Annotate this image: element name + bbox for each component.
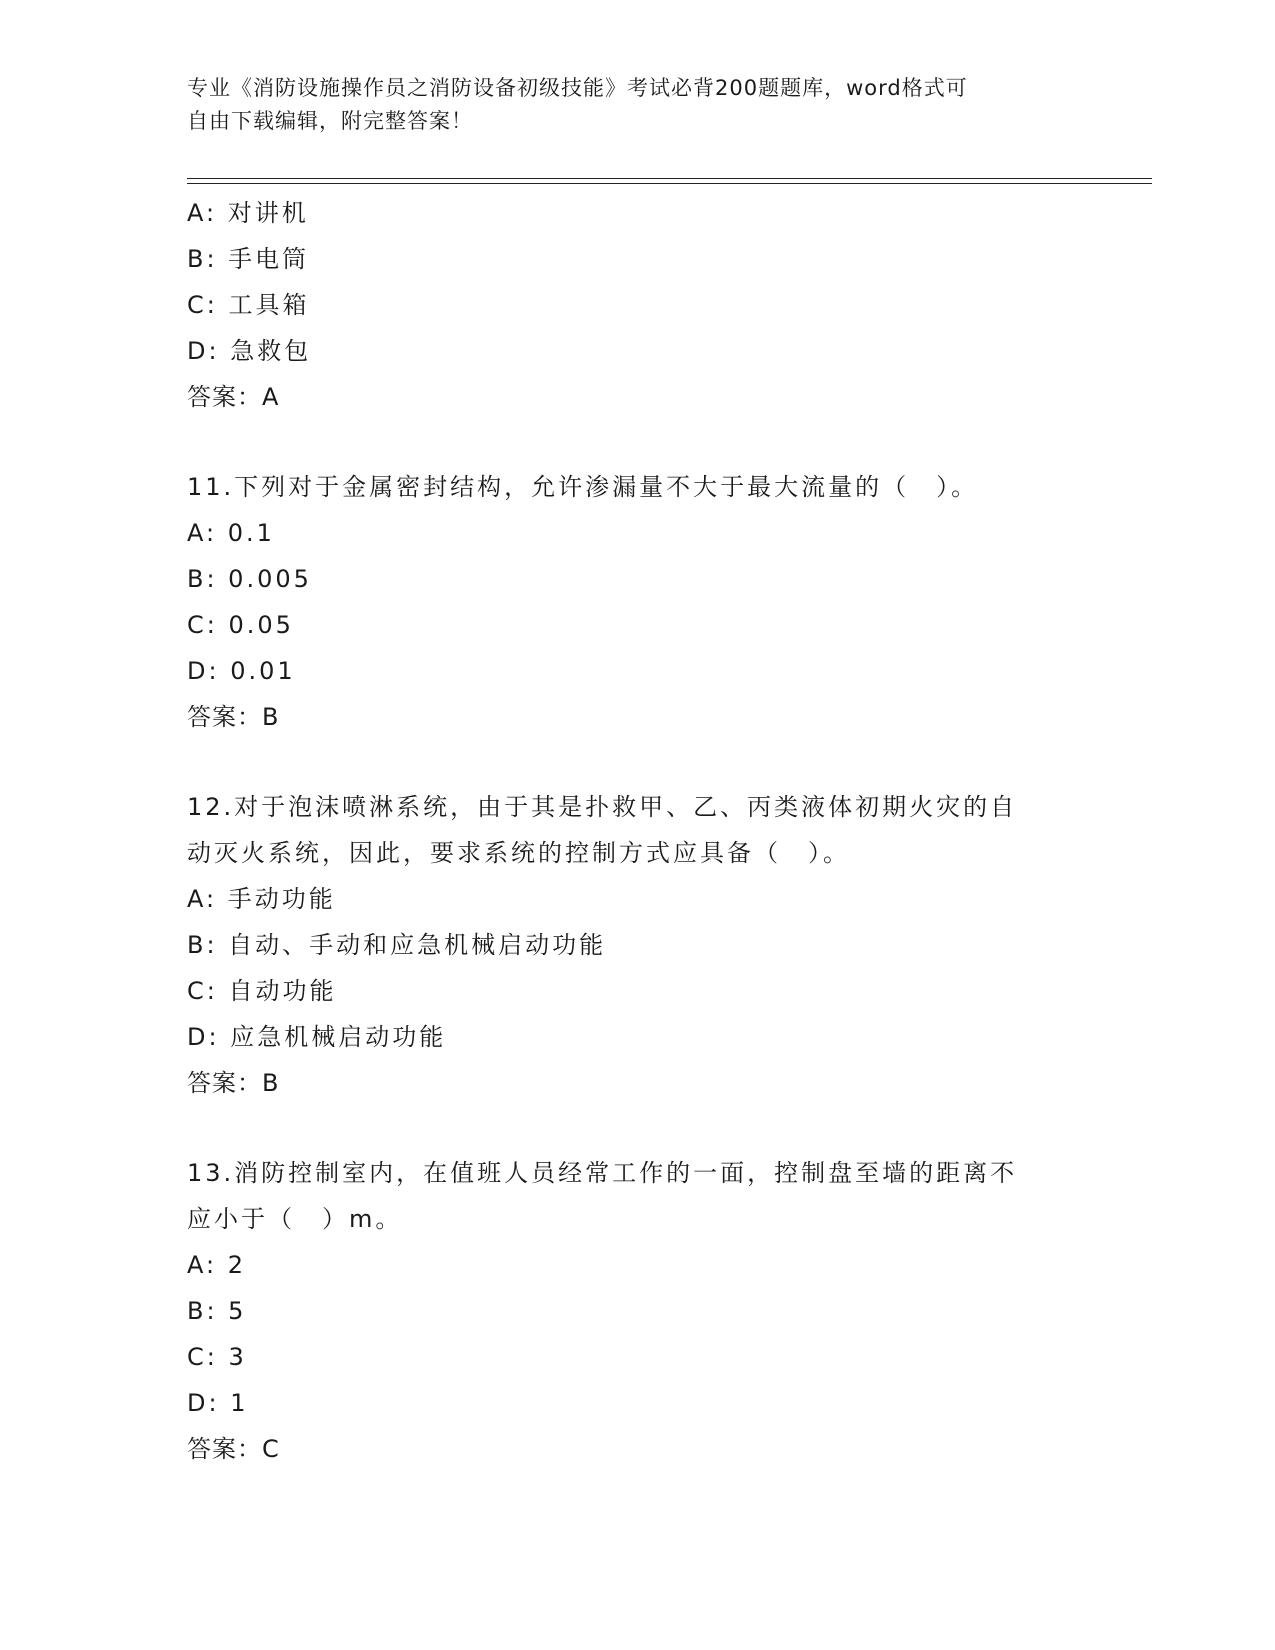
header-line-1: 专业《消防设施操作员之消防设备初级技能》考试必背200题题库，word格式可 xyxy=(187,76,968,100)
question-stem-line-1: 12.对于泡沫喷淋系统，由于其是扑救甲、乙、丙类液体初期火灾的自 xyxy=(187,793,1018,821)
header-divider-bottom xyxy=(187,183,1152,184)
question-list xyxy=(187,190,1087,1472)
option-d: D: 0.01 xyxy=(187,657,296,685)
spacer xyxy=(187,420,1087,464)
question-block-12 xyxy=(187,784,1087,1106)
option-b: B: 手电筒 xyxy=(187,245,310,273)
option-d: D: 急救包 xyxy=(187,337,312,365)
option-d: D: 应急机械启动功能 xyxy=(187,1023,447,1051)
question-block-13 xyxy=(187,1150,1087,1472)
question-stem: 11.下列对于金属密封结构，允许渗漏量不大于最大流量的（ ）。 xyxy=(187,473,979,501)
question-stem-line-1: 13.消防控制室内，在值班人员经常工作的一面，控制盘至墙的距离不 xyxy=(187,1159,1018,1187)
spacer xyxy=(187,1106,1087,1150)
document-header xyxy=(187,72,1087,138)
option-d: D: 1 xyxy=(187,1389,249,1417)
option-c: C: 自动功能 xyxy=(187,977,337,1005)
option-a: A: 对讲机 xyxy=(187,199,309,227)
option-a: A: 2 xyxy=(187,1251,246,1279)
option-c: C: 0.05 xyxy=(187,611,294,639)
answer-line: 答案：B xyxy=(187,703,280,731)
answer-line: 答案：A xyxy=(187,383,280,411)
question-stem-line-2: 应小于（ ）m。 xyxy=(187,1205,403,1233)
spacer xyxy=(187,740,1087,784)
option-b: B: 自动、手动和应急机械启动功能 xyxy=(187,931,607,959)
header-divider-top xyxy=(187,178,1152,179)
answer-line: 答案：C xyxy=(187,1435,280,1463)
option-b: B: 5 xyxy=(187,1297,247,1325)
option-c: C: 3 xyxy=(187,1343,247,1371)
question-stem-line-2: 动灭火系统，因此，要求系统的控制方式应具备（ ）。 xyxy=(187,839,850,867)
option-b: B: 0.005 xyxy=(187,565,312,593)
answer-line: 答案：B xyxy=(187,1069,280,1097)
option-c: C: 工具箱 xyxy=(187,291,310,319)
option-a: A: 手动功能 xyxy=(187,885,336,913)
option-a: A: 0.1 xyxy=(187,519,275,547)
question-block-11 xyxy=(187,464,1087,740)
question-block-10 xyxy=(187,190,1087,420)
header-line-2: 自由下载编辑，附完整答案！ xyxy=(187,109,473,133)
